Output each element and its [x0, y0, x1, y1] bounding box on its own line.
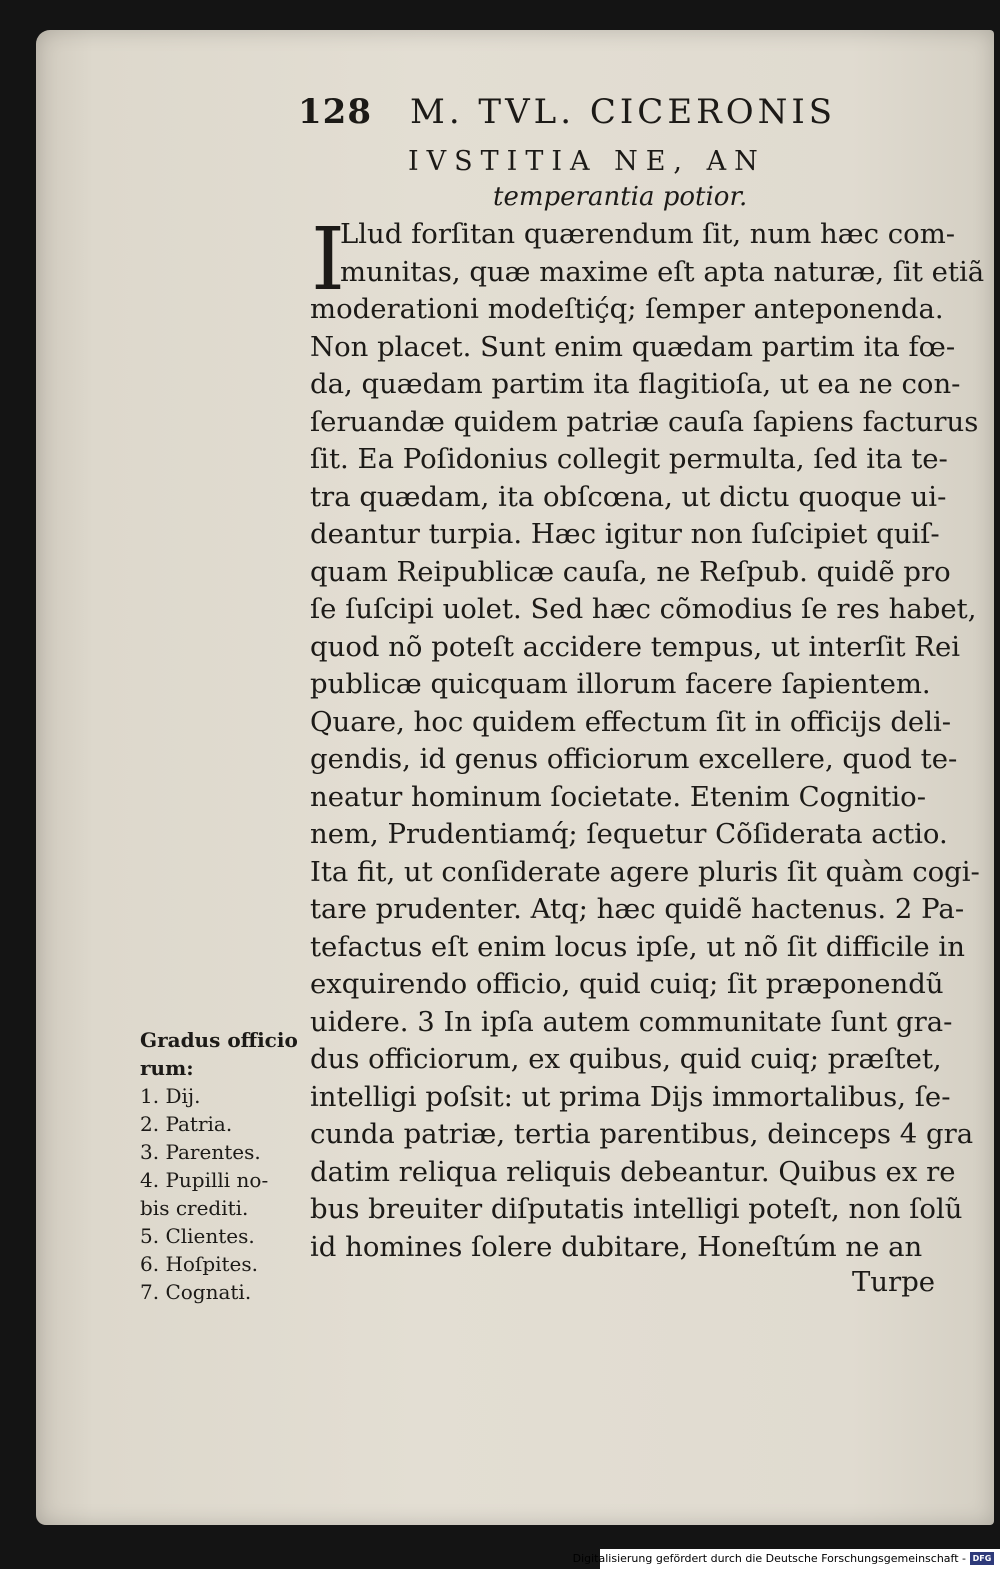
text-line: neatur hominum ſocietate. Etenim Cognitio-	[310, 780, 926, 813]
text-line: Llud forſitan quærendum ſit, num hæc com-	[340, 218, 956, 250]
margin-note-item: 4. Pupilli no-	[140, 1168, 269, 1192]
text-line: Non placet. Sunt enim quædam partim ita fœ-	[310, 330, 956, 363]
page-number: 128	[298, 92, 372, 132]
text-line: intelligi poſsit: ut prima Dijs immortalibus, ſe-	[310, 1080, 951, 1113]
running-title: M. TVL. CICERONIS	[410, 92, 837, 132]
text-line: munitas, quæ maxime eſt apta naturæ, ſit etiã	[340, 255, 985, 288]
margin-note	[140, 1026, 310, 1306]
margin-note-item: 6. Hoſpites.	[140, 1252, 259, 1276]
margin-note-title: Gradus officio	[140, 1028, 298, 1052]
text-line: datim reliqua reliquis debeantur. Quibus ex re	[310, 1155, 956, 1188]
text-line: quam Reipublicæ cauſa, ne Reſpub. quidẽ pro	[310, 555, 951, 588]
margin-note-item: 5. Clientes.	[140, 1224, 255, 1248]
footer-bar	[572, 1549, 1000, 1569]
text-line: moderationi modeſtiḉq; ſemper anteponenda.	[310, 293, 944, 325]
margin-note-item: 7. Cognati.	[140, 1280, 252, 1304]
text-line: Quare, hoc quidem effectum ſit in officijs deli-	[310, 705, 952, 738]
text-line: nem, Prudentiamq́; ſequetur Cõſiderata actio.	[310, 818, 948, 850]
margin-note-item: 3. Parentes.	[140, 1140, 261, 1164]
dfg-logo: DFG	[970, 1552, 994, 1565]
margin-note-item: 1. Dij.	[140, 1084, 201, 1108]
text-line: bus breuiter diſputatis intelligi poteſt, non ſolũ	[310, 1193, 963, 1225]
catchword: Turpe	[852, 1266, 936, 1298]
text-line: tra quædam, ita obſcœna, ut dictu quoque ui-	[310, 480, 947, 513]
text-line: dus officiorum, ex quibus, quid cuiq; præſtet,	[310, 1043, 942, 1075]
text-line: exquirendo officio, quid cuiq; ſit præponendũ	[310, 968, 944, 1000]
text-line: ſe ſuſcipi uolet. Sed hæc cõmodius ſe res habet,	[310, 593, 977, 625]
text-line: quod nõ poteſt accidere tempus, ut interſit Rei	[310, 630, 961, 663]
section-heading: IVSTITIA NE, AN	[408, 146, 766, 177]
text-line: uidere. 3 In ipſa autem communitate ſunt gra-	[310, 1005, 953, 1038]
text-line: gendis, id genus officiorum excellere, quod te-	[310, 743, 958, 775]
text-line: ſit. Ea Poſidonius collegit permulta, ſed ita te-	[310, 443, 948, 475]
text-line: da, quædam partim ita flagitioſa, ut ea ne con-	[310, 368, 961, 400]
drop-cap: I	[311, 210, 345, 310]
text-line: tefactus eſt enim locus ipſe, ut nõ ſit difficile in	[310, 930, 965, 963]
margin-note-title: rum:	[140, 1056, 194, 1080]
running-head	[298, 92, 868, 138]
text-line: cunda patriæ, tertia parentibus, deinceps 4 gra	[310, 1118, 974, 1150]
text-line: publicæ quicquam illorum facere ſapientem.	[310, 668, 931, 700]
text-line: tare prudenter. Atq; hæc quidẽ hactenus. 2 Pa-	[310, 893, 965, 925]
funding-credit: Digitalisierung gefördert durch die Deutsche Forschungsgemeinschaft -	[572, 1552, 966, 1565]
margin-note-item: bis crediti.	[140, 1196, 249, 1220]
text-line: deantur turpia. Hæc igitur non ſuſcipiet quiſ-	[310, 518, 940, 550]
text-line: ſeruandæ quidem patriæ cauſa ſapiens facturus	[310, 405, 979, 438]
section-subheading: temperantia potior.	[493, 182, 748, 212]
text-line: id homines ſolere dubitare, Honeſtúm ne an	[310, 1230, 923, 1263]
text-line: Ita fit, ut conſiderate agere pluris ſit quàm cogi-	[310, 855, 980, 888]
margin-note-item: 2. Patria.	[140, 1112, 233, 1136]
